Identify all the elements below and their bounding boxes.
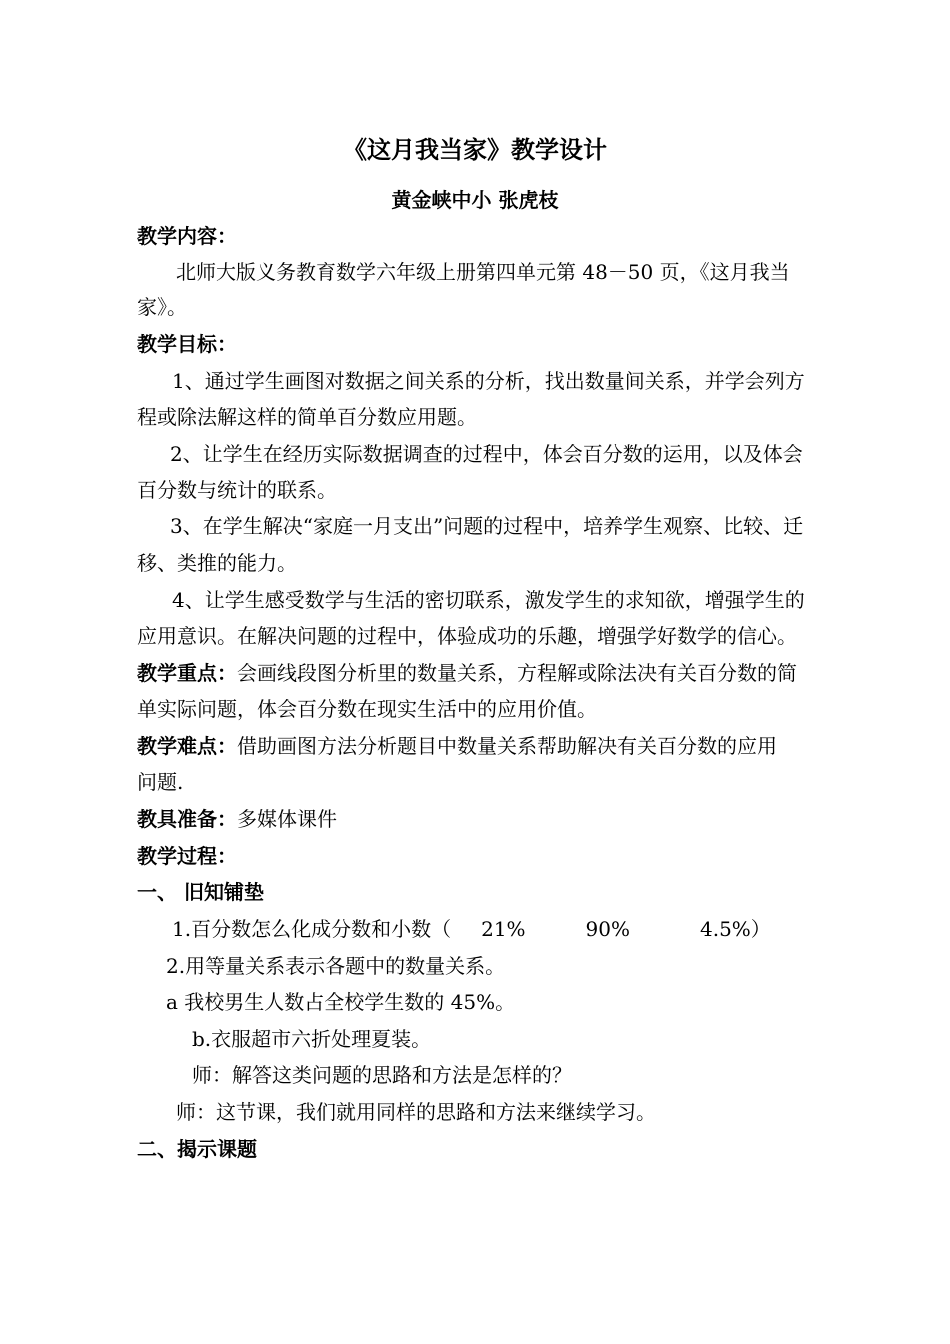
teacher-question: 师：解答这类问题的思路和方法是怎样的？ <box>192 1063 572 1087</box>
goal-4-line-2: 应用意识。在解决问题的过程中，体验成功的乐趣，增强学好数学的信心。 <box>137 624 797 648</box>
content-line-1: 北师大版义务教育数学六年级上册第四单元第 48－50 页，《这月我当 <box>176 260 790 284</box>
goal-2-line-1: 2、让学生在经历实际数据调查的过程中，体会百分数的运用，以及体会 <box>170 442 803 466</box>
content-heading: 教学内容： <box>137 224 237 248</box>
section-2-heading: 二、揭示课题 <box>137 1137 257 1161</box>
review-item-1 <box>172 915 771 943</box>
key-point-line-2: 单实际问题，体会百分数在现实生活中的应用价值。 <box>137 697 597 721</box>
difficulty-line-2: 问题. <box>137 770 184 794</box>
review-item-b: b.衣服超市六折处理夏装。 <box>192 1027 432 1051</box>
goal-3-line-1: 3、在学生解决“家庭一月支出”问题的过程中，培养学生观察、比较、迁 <box>170 514 804 538</box>
difficulty-line-1 <box>137 732 777 760</box>
process-heading: 教学过程： <box>137 844 237 868</box>
key-point-label: 教学重点： <box>137 661 237 685</box>
review-item-2: 2.用等量关系表示各题中的数量关系。 <box>166 954 506 978</box>
goals-heading: 教学目标： <box>137 332 237 356</box>
value-90-percent: 90% <box>585 917 630 941</box>
document-title: 《这月我当家》教学设计 <box>343 136 607 164</box>
tools-text: 多媒体课件 <box>237 807 337 831</box>
goal-2-line-2: 百分数与统计的联系。 <box>137 478 337 502</box>
tools-line <box>137 805 337 833</box>
key-point-line-1 <box>137 659 797 687</box>
content-line-2: 家》。 <box>137 295 187 319</box>
goal-1-line-1: 1、通过学生画图对数据之间关系的分析，找出数量间关系，并学会列方 <box>172 369 805 393</box>
goal-4-line-1: 4、让学生感受数学与生活的密切联系，激发学生的求知欲，增强学生的 <box>172 588 805 612</box>
value-4-5-percent: 4.5%） <box>700 917 771 941</box>
section-1-heading: 一、 旧知铺垫 <box>137 880 264 904</box>
teacher-transition: 师：这节课，我们就用同样的思路和方法来继续学习。 <box>176 1100 656 1124</box>
difficulty-text: 借助画图方法分析题目中数量关系帮助解决有关百分数的应用 <box>237 734 777 758</box>
review-item-1-prefix: 1.百分数怎么化成分数和小数（ <box>172 917 452 941</box>
review-item-a: a 我校男生人数占全校学生数的 45%。 <box>166 990 516 1014</box>
value-21-percent: 21% <box>481 917 526 941</box>
difficulty-label: 教学难点： <box>137 734 237 758</box>
goal-1-line-2: 程或除法解这样的简单百分数应用题。 <box>137 405 477 429</box>
key-point-text: 会画线段图分析里的数量关系，方程解或除法决有关百分数的简 <box>237 661 797 685</box>
goal-3-line-2: 移、类推的能力。 <box>137 551 297 575</box>
author-line: 黄金峡中小 张虎枝 <box>391 188 559 212</box>
tools-label: 教具准备： <box>137 807 237 831</box>
